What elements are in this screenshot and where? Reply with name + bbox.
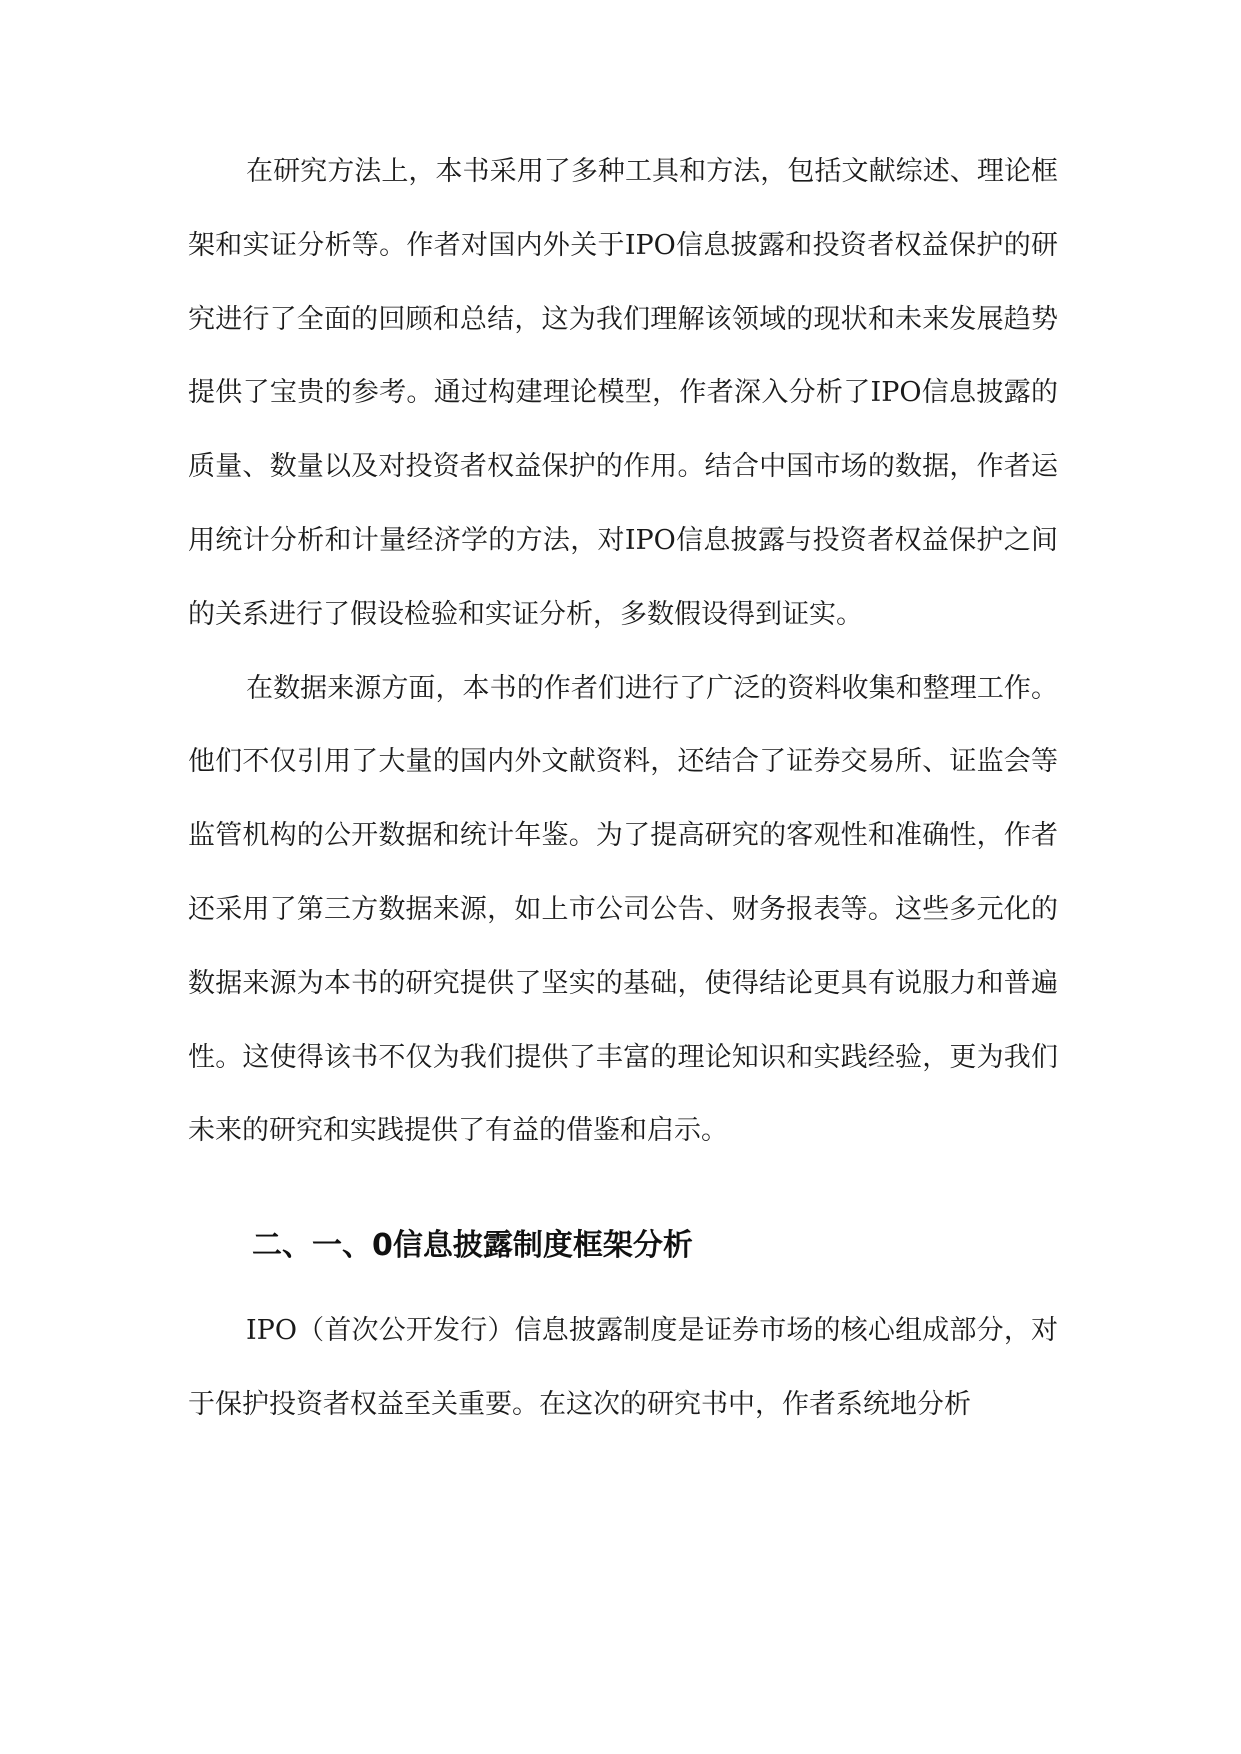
paragraph-ipo-disclosure: IPO（首次公开发行）信息披露制度是证券市场的核心组成部分，对于保护投资者权益至关重要。在这次的研究书中，作者系统地分析 (188, 1315, 1058, 1420)
paragraph-research-methods: 在研究方法上，本书采用了多种工具和方法，包括文献综述、理论框架和实证分析等。作者对国内外关于IPO信息披露和投资者权益保护的研究进行了全面的回顾和总结，这为我们理解该领域的现状和未来发展趋势提供了宝贵的参考。通过构建理论模型，作者深入分析了IPO信息披露的质量、数量以及对投资者权益保护的作用。结合中国市场的数据，作者运用统计分析和计量经济学的方法，对IPO信息披露与投资者权益保护之间的关系进行了假设检验和实证分析，多数假设得到证实。 (188, 156, 1058, 630)
document-body (188, 135, 1058, 1442)
section-heading: 二、一、0信息披露制度框架分析 (252, 1228, 693, 1264)
paragraph-data-sources: 在数据来源方面，本书的作者们进行了广泛的资料收集和整理工作。他们不仅引用了大量的国内外文献资料，还结合了证券交易所、证监会等监管机构的公开数据和统计年鉴。为了提高研究的客观性和准确性，作者还采用了第三方数据来源，如上市公司公告、财务报表等。这些多元化的数据来源为本书的研究提供了坚实的基础，使得结论更具有说服力和普遍性。这使得该书不仅为我们提供了丰富的理论知识和实践经验，更为我们未来的研究和实践提供了有益的借鉴和启示。 (188, 672, 1058, 1147)
